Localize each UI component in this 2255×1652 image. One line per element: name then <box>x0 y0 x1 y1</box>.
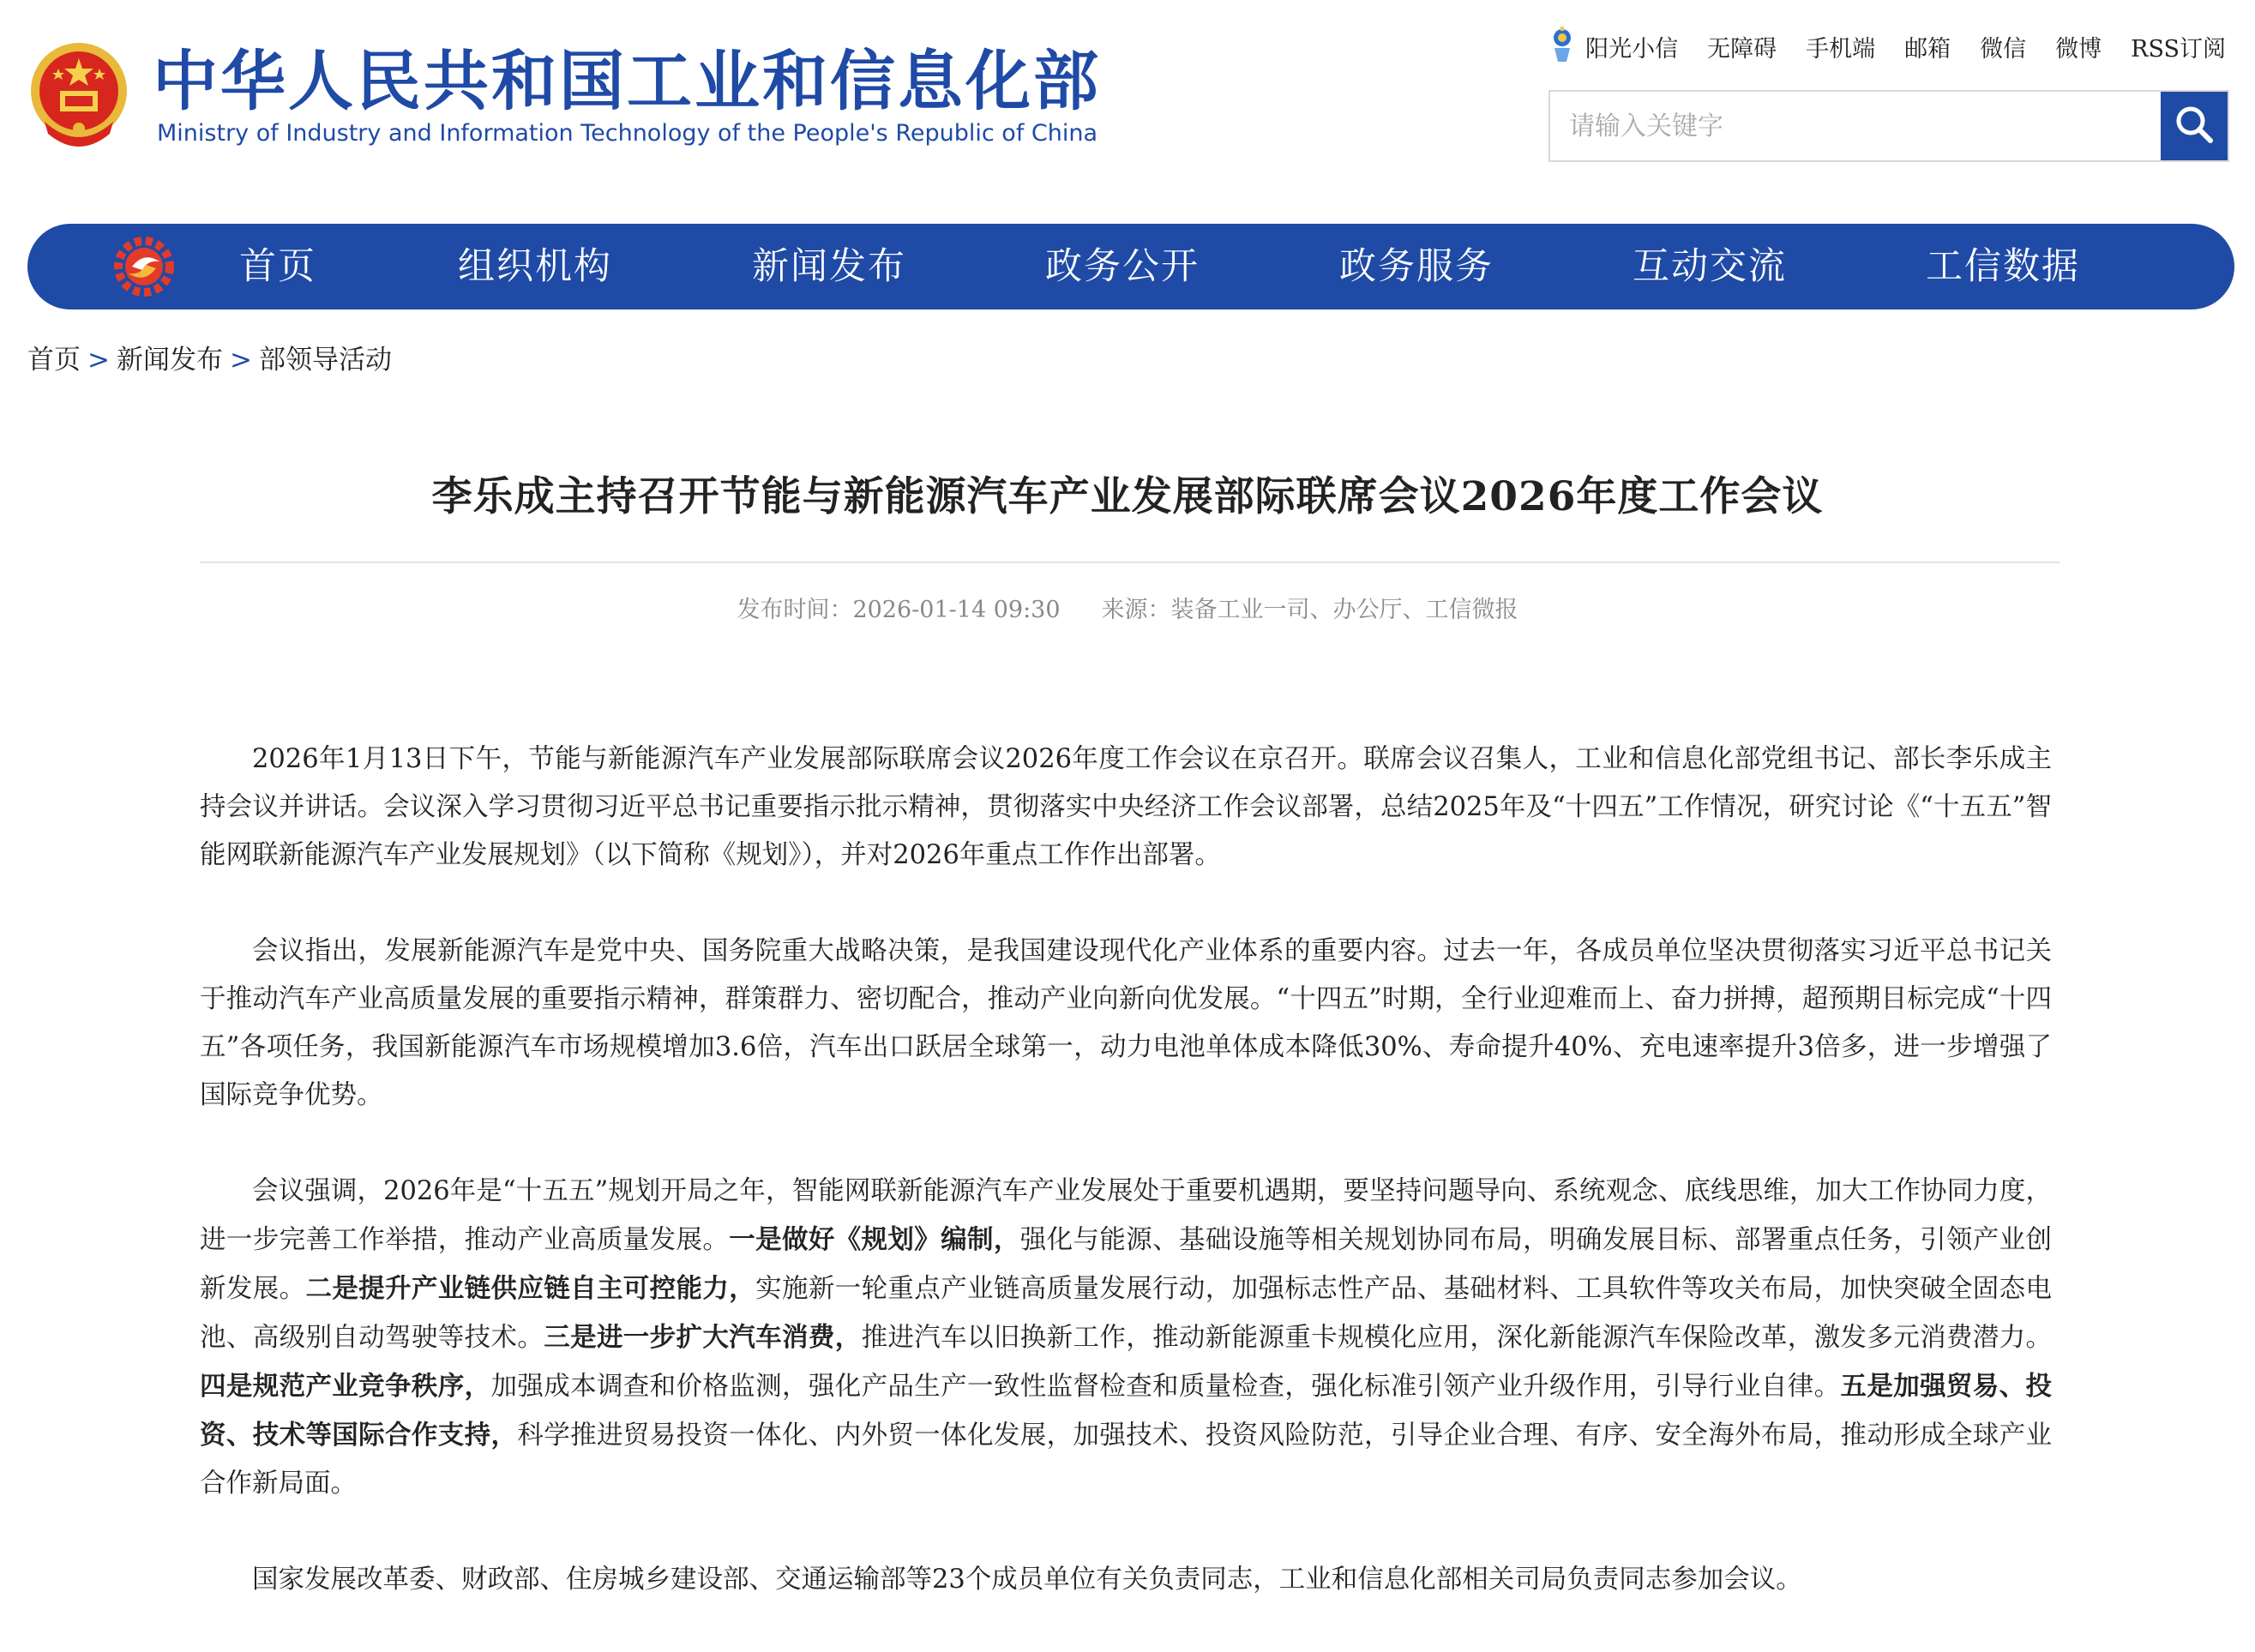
key-point-1: 一是做好《规划》编制， <box>729 1224 1020 1255</box>
paragraph-text: 实施新一轮重点产业链高质量发展行动，加强标志性产品、基础材料、工具软件等攻关布局，加快突破全固态电池、高级别自动驾驶等技术。 <box>200 1274 2053 1353</box>
paragraph-text: 强化与能源、基础设施等相关规划协同布局，明确发展目标、部署重点任务，引领产业创新发展。 <box>200 1225 2053 1304</box>
source-label: 来源： <box>1101 597 1171 623</box>
search-input[interactable] <box>1550 92 2164 160</box>
breadcrumb-separator: > <box>229 345 252 375</box>
nav-organization[interactable]: 组织机构 <box>458 245 612 288</box>
top-link-sunlight[interactable] <box>1549 26 1678 74</box>
breadcrumb-news[interactable]: 新闻发布 <box>116 345 223 375</box>
paragraph-text: 会议强调，2026年是“十五五”规划开局之年，智能网联新能源汽车产业发展处于重要机遇期，要坚持问题导向、系统观念、底线思维，加大工作协同力度，进一步完善工作举措，推动产业高质量发展。 <box>200 1176 2052 1255</box>
article-paragraph <box>200 1168 2052 1508</box>
sunlight-mascot-icon <box>1549 26 1575 74</box>
breadcrumb-home[interactable]: 首页 <box>27 345 81 375</box>
top-link-mail[interactable]: 邮箱 <box>1904 36 1951 63</box>
nav-miit-data[interactable]: 工信数据 <box>1926 245 2080 288</box>
top-link-mobile[interactable]: 手机端 <box>1806 36 1876 63</box>
source: 装备工业一司、办公厅、工信微报 <box>1170 597 1518 623</box>
search-box <box>1548 90 2229 162</box>
key-point-5: 五是加强贸易、投资、技术等国际合作支持， <box>200 1371 2053 1451</box>
top-links-bar <box>1549 33 2226 67</box>
nav-government-services[interactable]: 政务服务 <box>1339 245 1494 288</box>
article-paragraph: 2026年1月13日下午，节能与新能源汽车产业发展部际联席会议2026年度工作会议在京召开。联席会议召集人，工业和信息化部党组书记、部长李乐成主持会议并讲话。会议深入学习贯彻习近平总书记重要指示批示精神，贯彻落实中央经济工作会议部署，总结2025年及“十四五”工作情况，研究讨论《“十五五”智能网联新能源汽车产业发展规划》（以下简称《规划》），并对2026年重点工作作出部署。 <box>200 744 2052 870</box>
nav-government-affairs[interactable]: 政务公开 <box>1045 245 1200 288</box>
paragraph-text: 加强成本调查和价格监测，强化产品生产一致性监督检查和质量检查，强化标准引领产业升级作用，引导行业自律。 <box>490 1372 1841 1402</box>
top-link-weibo[interactable]: 微博 <box>2055 36 2102 63</box>
article-paragraph: 国家发展改革委、财政部、住房城乡建设部、交通运输部等23个成员单位有关负责同志，工业和信息化部相关司局负责同志参加会议。 <box>252 1565 1802 1595</box>
key-point-3: 三是进一步扩大汽车消费， <box>544 1322 862 1353</box>
nav-news[interactable]: 新闻发布 <box>752 245 906 288</box>
search-icon <box>2174 105 2214 147</box>
miit-gear-logo-icon[interactable] <box>113 236 175 297</box>
article-body <box>200 736 2052 1652</box>
breadcrumb <box>27 341 392 379</box>
site-title[interactable]: 中华人民共和国工业和信息化部 <box>153 43 1101 119</box>
publish-time-label: 发布时间： <box>737 597 853 623</box>
nav-interaction[interactable]: 互动交流 <box>1633 245 1787 288</box>
main-nav <box>27 224 2234 309</box>
site-subtitle: Ministry of Industry and Information Technology of the People's Republic of China <box>157 120 1098 147</box>
top-link-wechat[interactable]: 微信 <box>1980 36 2027 63</box>
breadcrumb-separator: > <box>87 345 110 375</box>
key-point-2: 二是提升产业链供应链自主可控能力， <box>305 1273 756 1304</box>
publish-time: 2026-01-14 09:30 <box>852 597 1061 623</box>
search-button[interactable] <box>2161 92 2228 160</box>
top-link-rss[interactable]: RSS订阅 <box>2131 36 2226 63</box>
top-link-label: 阳光小信 <box>1585 36 1679 63</box>
national-emblem-logo[interactable] <box>26 39 132 154</box>
article-paragraph <box>200 928 2052 1120</box>
article-meta <box>0 593 2255 628</box>
nav-home[interactable]: 首页 <box>239 245 316 288</box>
title-divider <box>200 562 2060 563</box>
paragraph-text: 会议指出，发展新能源汽车是党中央、国务院重大战略决策，是我国建设现代化产业体系的重要内容。过去一年，各成员单位坚决贯彻落实习近平总书记关于推动汽车产业高质量发展的重要指示精神，群策群力、密切配合，推动产业向新向优发展。“十四五”时期，全行业迎难而上、奋力拼搏，超预期目标完成“十四五”各项任务，我国新能源汽车市场规模增加3.6倍，汽车出口跃居全球第一，动力电池单体成本降低30%、寿命提升40%、充电速率提升3倍多，进一步增强了国际竞争优势。 <box>200 936 2052 1110</box>
top-link-accessibility[interactable]: 无障碍 <box>1707 36 1777 63</box>
article-title: 李乐成主持召开节能与新能源汽车产业发展部际联席会议2026年度工作会议 <box>431 473 1824 520</box>
paragraph-text: 推进汽车以旧换新工作，推动新能源重卡规模化应用，深化新能源汽车保险改革，激发多元消费潜力。 <box>861 1323 2053 1353</box>
key-point-4: 四是规范产业竞争秩序， <box>200 1371 491 1402</box>
breadcrumb-leader-activities[interactable]: 部领导活动 <box>258 345 392 375</box>
paragraph-text: 科学推进贸易投资一体化、内外贸一体化发展，加强技术、投资风险防范，引导企业合理、有序、安全海外布局，推动形成全球产业合作新局面。 <box>200 1421 2053 1499</box>
